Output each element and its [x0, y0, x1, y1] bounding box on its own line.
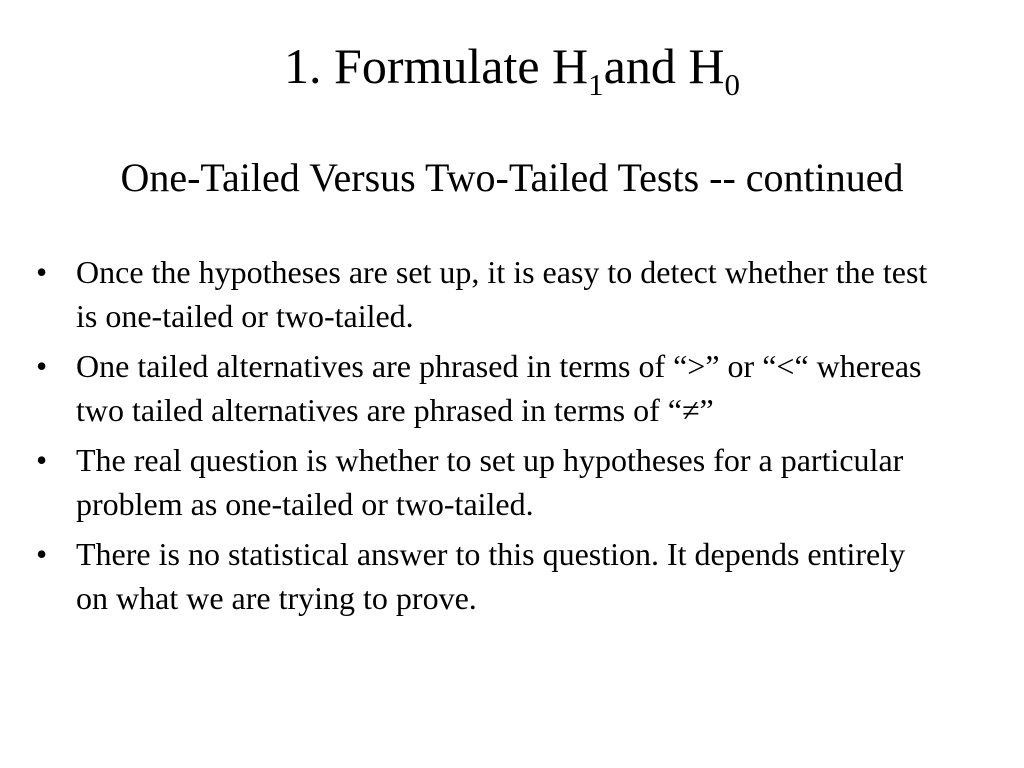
- title-subscript-0: 0: [724, 67, 740, 102]
- bullet-text: One tailed alternatives are phrased in terms of “>” or “<“ whereas two tailed alternatives are phrased in terms of “≠”: [76, 348, 922, 428]
- bullet-icon: •: [36, 442, 48, 478]
- slide-title: [0, 36, 1024, 102]
- title-subscript-1: 1: [588, 67, 604, 102]
- bullet-item: [30, 438, 930, 526]
- bullet-item: [30, 250, 930, 338]
- title-middle: and H: [603, 38, 725, 94]
- bullet-list: [30, 250, 930, 626]
- bullet-icon: •: [36, 536, 48, 572]
- bullet-text: There is no statistical answer to this question. It depends entirely on what we are trying to prove.: [76, 536, 906, 616]
- bullet-icon: •: [36, 348, 48, 384]
- bullet-text: The real question is whether to set up hypotheses for a particular problem as one-tailed or two-tailed.: [76, 442, 904, 522]
- bullet-item: [30, 532, 930, 620]
- title-prefix: 1. Formulate H: [284, 38, 589, 94]
- slide-subtitle: One-Tailed Versus Two-Tailed Tests -- continued: [120, 155, 904, 200]
- bullet-item: [30, 344, 930, 432]
- bullet-icon: •: [36, 254, 48, 290]
- bullet-text: Once the hypotheses are set up, it is easy to detect whether the test is one-tailed or two-tailed.: [76, 254, 928, 334]
